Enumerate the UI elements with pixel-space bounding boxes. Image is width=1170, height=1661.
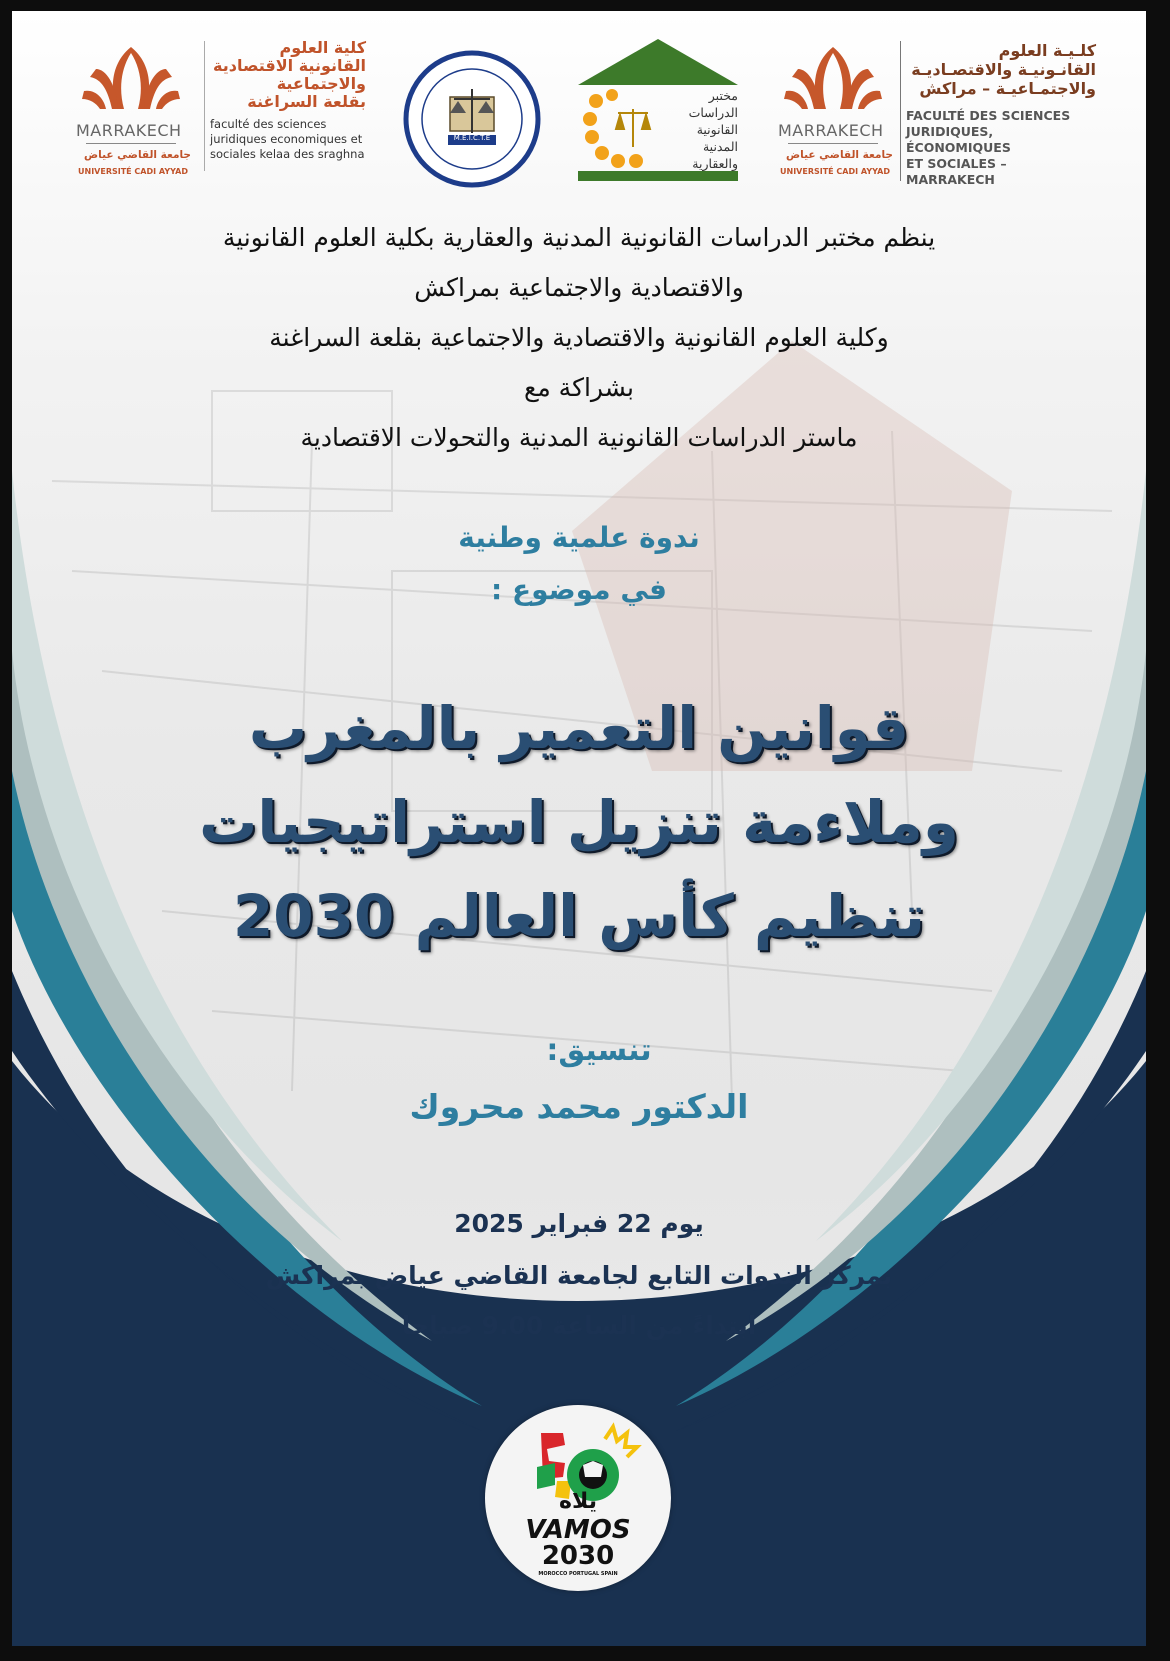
organizers-line: ماستر الدراسات القانونية المدنية والتحولات الاقتصادية — [300, 423, 858, 452]
scales-seal-icon — [402, 49, 542, 189]
organizers-line: وكلية العلوم القانونية والاقتصادية والاجتماعية بقلعة السراغنة — [269, 323, 889, 352]
organizers-line: والاقتصادية والاجتماعية بمراكش — [414, 273, 744, 302]
title-line: قوانين التعمير بالمغرب — [248, 694, 910, 762]
coordination-label: تنسيق: — [546, 1033, 652, 1068]
uca-french-label: UNIVERSITÉ CADI AYYAD — [78, 167, 188, 176]
vamos-countries: MOROCCO PORTUGAL SPAIN — [538, 1571, 618, 1577]
logo-lab — [578, 39, 738, 189]
faculty-ar-line: القانونية الاقتصادية — [213, 56, 366, 75]
organizers-line: بشراكة مع — [524, 373, 634, 402]
faculty-ar-line: بقلعة السراغنة — [247, 92, 366, 111]
vamos-2030-logo — [485, 1405, 671, 1591]
lab-text-line: مختبر — [708, 88, 738, 103]
vamos-brand: VAMOS — [525, 1515, 631, 1545]
logo-left-faculty-text — [210, 39, 366, 162]
faculty-fr-line: JURIDIQUES, ÉCONOMIQUES — [906, 124, 1011, 155]
vamos-arabic: يلاه — [559, 1489, 597, 1514]
uca-arabic-label: جامعة القاضي عياض — [84, 149, 191, 161]
master-abbr: M.E.I.C.T.E — [453, 134, 491, 142]
organizers-line: ينظم مختبر الدراسات القانونية المدنية والعقارية بكلية العلوم القانونية — [222, 223, 936, 252]
event-time: ابتداءً من الساعة 9.00 صباحا — [401, 1311, 757, 1340]
title-line: تنظيم كأس العالم 2030 — [232, 882, 926, 950]
faculty-ar-line: والاجتماعية — [276, 74, 366, 93]
faculty-ar-line: كلية العلوم — [279, 38, 366, 57]
uca-emblem-icon — [76, 39, 186, 119]
logo-uca-right — [778, 39, 898, 189]
divider — [788, 143, 878, 144]
marrakech-label: MARRAKECH — [76, 121, 182, 140]
lab-text-line: الدراسات — [688, 105, 738, 120]
faculty-ar-line: القانـونيـة والاقتصـاديـة — [911, 60, 1096, 79]
logo-uca-left — [76, 39, 196, 189]
event-date: يوم 22 فبراير 2025 — [454, 1209, 704, 1238]
faculty-ar-line: كلـيـة العلوم — [998, 41, 1096, 60]
subject-label: في موضوع : — [491, 573, 667, 606]
event-title — [12, 681, 1146, 963]
logo-right-faculty-text — [906, 41, 1096, 188]
title-line: وملاءمة تنزيل استراتيجيات — [199, 788, 959, 856]
vamos-year: 2030 — [541, 1541, 615, 1571]
organizers-block — [12, 213, 1146, 463]
lab-text-line: القانونية — [696, 122, 738, 137]
event-venue: بمركز الندوات التابع لجامعة القاضي عياض بمراكش — [265, 1261, 893, 1290]
faculty-fr-line: FACULTÉ DES SCIENCES — [906, 108, 1071, 123]
logo-master-seal — [402, 49, 542, 189]
faculty-ar-line: والاجتمـاعيـة – مراكش — [919, 79, 1096, 98]
uca-arabic-label: جامعة القاضي عياض — [786, 149, 893, 161]
logo-right-separator — [900, 41, 901, 181]
coordinator-name: الدكتور محمد محروك — [409, 1087, 749, 1126]
event-type: ندوة علمية وطنية — [458, 521, 700, 554]
faculty-fr-line: juridiques economiques et — [210, 132, 363, 146]
uca-french-label: UNIVERSITÉ CADI AYYAD — [780, 167, 890, 176]
divider — [86, 143, 176, 144]
marrakech-label: MARRAKECH — [778, 121, 884, 140]
faculty-fr-line: ET SOCIALES – MARRAKECH — [906, 156, 1007, 187]
uca-emblem-icon — [778, 39, 888, 119]
lab-text-line: المدنية والعقارية — [692, 139, 738, 171]
poster — [12, 11, 1146, 1646]
lab-text — [662, 87, 738, 172]
faculty-fr-line: sociales kelaa des sraghna — [210, 147, 365, 161]
logo-left-separator — [204, 41, 205, 171]
faculty-fr-line: faculté des sciences — [210, 117, 327, 131]
